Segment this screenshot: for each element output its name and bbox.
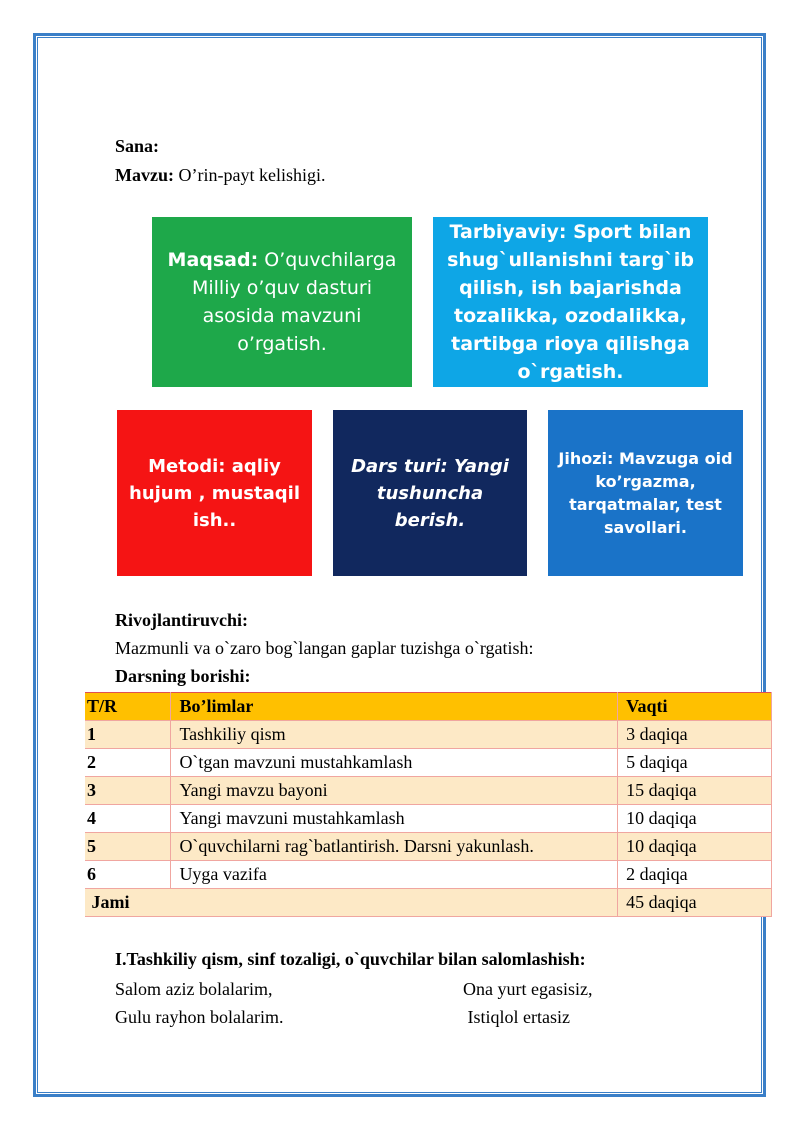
topic-label: Mavzu:	[115, 165, 174, 185]
table-row	[85, 777, 772, 805]
row-section: Uyga vazifa	[171, 861, 618, 889]
total-time: 45 daqiqa	[618, 889, 772, 917]
poem-right-line-2: Istiqlol ertasiz	[463, 1007, 570, 1027]
row-time: 10 daqiqa	[618, 805, 772, 833]
row-time: 15 daqiqa	[618, 777, 772, 805]
equipment-text: Jihozi: Mavzuga oid ko’rgazma, tarqatmalar, test savollari.	[558, 449, 733, 537]
row-section: O`tgan mavzuni mustahkamlash	[171, 749, 618, 777]
row-section: Yangi mavzuni mustahkamlash	[171, 805, 618, 833]
table-header-row	[85, 693, 772, 721]
table-row	[85, 805, 772, 833]
row-number: 2	[85, 749, 171, 777]
goal-text	[158, 246, 406, 358]
goal-box	[152, 217, 412, 387]
row-time: 3 daqiqa	[618, 721, 772, 749]
column-header-number: T/R	[85, 693, 171, 721]
table-row	[85, 721, 772, 749]
education-box	[433, 217, 708, 387]
lesson-type-box	[333, 410, 527, 576]
row-time: 2 daqiqa	[618, 861, 772, 889]
row-number: 6	[85, 861, 171, 889]
method-box	[117, 410, 312, 576]
table-total-row	[85, 889, 772, 917]
row-number: 5	[85, 833, 171, 861]
lesson-flow-title: Darsning borishi:	[115, 666, 251, 686]
method-text: Metodi: aqliy hujum , mustaqil ish..	[129, 455, 300, 531]
lesson-type-text: Dars turi: Yangi tushuncha berish.	[351, 455, 509, 531]
column-header-section: Bo’limlar	[171, 693, 618, 721]
development-title: Rivojlantiruvchi:	[115, 610, 248, 630]
equipment-box	[548, 410, 743, 576]
poem-left-line-1: Salom aziz bolalarim,	[115, 979, 273, 999]
education-text: Tarbiyaviy: Sport bilan shug`ullanishni targ`ib qilish, ish bajarishda tozalikka, ozodalikka, tartibga rioya qilishga o`rgatish.	[447, 221, 694, 383]
row-number: 3	[85, 777, 171, 805]
row-number: 4	[85, 805, 171, 833]
goal-body: O’quvchilarga Milliy o’quv dasturi asosida mavzuni o’rgatish.	[191, 249, 397, 355]
row-time: 5 daqiqa	[618, 749, 772, 777]
column-header-time: Vaqti	[618, 693, 772, 721]
date-label: Sana:	[115, 136, 160, 156]
row-time: 10 daqiqa	[618, 833, 772, 861]
development-text: Mazmunli va o`zaro bog`langan gaplar tuzishga o`rgatish:	[115, 638, 534, 658]
topic-line	[115, 164, 325, 186]
row-section: O`quvchilarni rag`batlantirish. Darsni yakunlash.	[171, 833, 618, 861]
topic-value: O’rin-payt kelishigi.	[173, 165, 326, 185]
table-row	[85, 861, 772, 889]
row-section: Yangi mavzu bayoni	[171, 777, 618, 805]
poem-left-line-2: Gulu rayhon bolalarim.	[115, 1007, 284, 1027]
table-row	[85, 833, 772, 861]
row-number: 1	[85, 721, 171, 749]
row-section: Tashkiliy qism	[171, 721, 618, 749]
organization-title: I.Tashkiliy qism, sinf tozaligi, o`quvchilar bilan salomlashish:	[115, 949, 586, 969]
poem-right-line-1: Ona yurt egasisiz,	[463, 979, 593, 999]
table-row	[85, 749, 772, 777]
total-label: Jami	[85, 889, 618, 917]
lesson-plan-table	[85, 692, 772, 917]
goal-label: Maqsad:	[167, 249, 259, 271]
